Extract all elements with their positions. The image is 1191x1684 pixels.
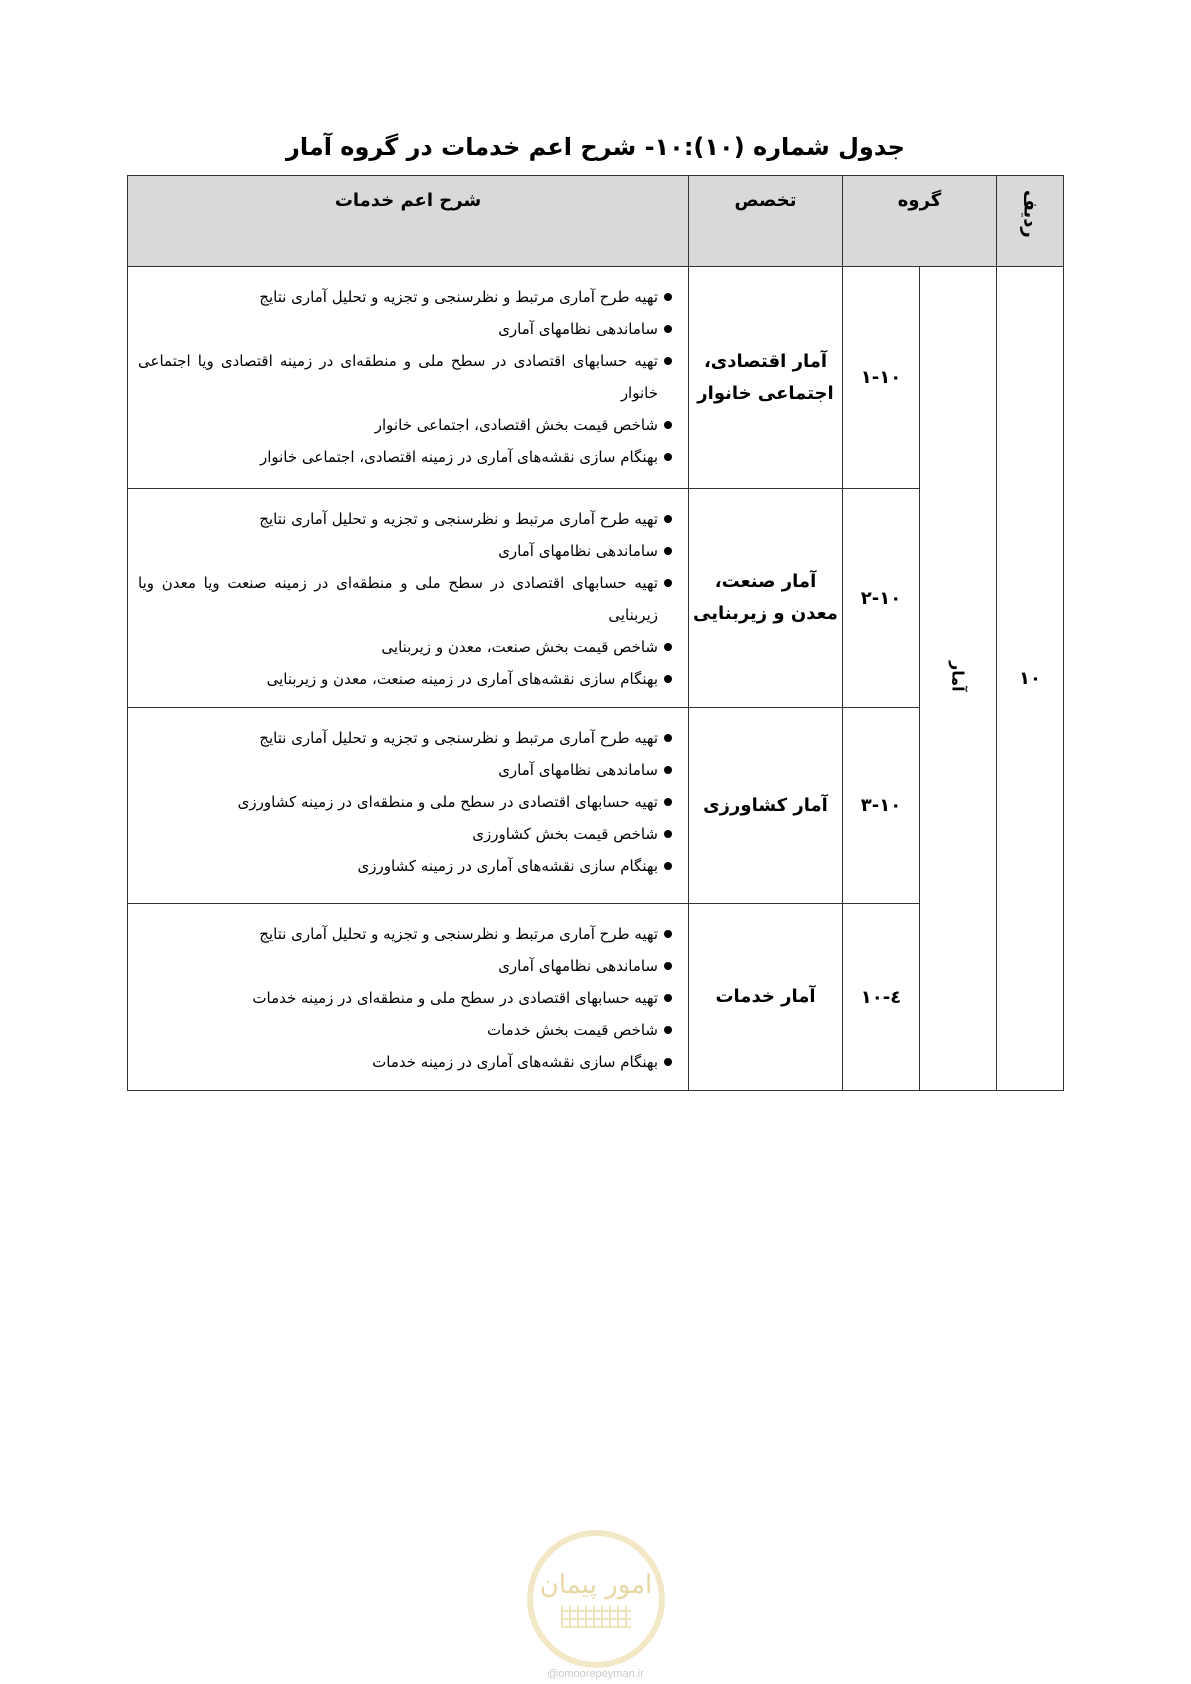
list-item: تهیه حسابهای اقتصادی در سطح ملی و منطقه‌ای در زمینه صنعت ویا معدن ویا زیربنایی	[138, 567, 674, 631]
list-item: تهیه طرح آماری مرتبط و نظرسنجی و تجزیه و تحلیل آماری نتایج	[138, 918, 674, 950]
page-title: جدول شماره (۱۰):۱۰- شرح اعم خدمات در گروه آمار	[286, 133, 905, 161]
list-item: بهنگام سازی نقشه‌های آماری در زمینه صنعت، معدن و زیربنایی	[138, 663, 674, 695]
specialty-code: ۱-۱۰	[843, 267, 920, 489]
header-specialty: تخصص	[689, 176, 843, 267]
list-item: بهنگام سازی نقشه‌های آماری در زمینه اقتصادی، اجتماعی خانوار	[138, 441, 674, 473]
list-item: تهیه حسابهای اقتصادی در سطح ملی و منطقه‌ای در زمینه کشاورزی	[138, 786, 674, 818]
list-item: شاخص قیمت بخش کشاورزی	[138, 818, 674, 850]
list-item: تهیه طرح آماری مرتبط و نظرسنجی و تجزیه و تحلیل آماری نتایج	[138, 281, 674, 313]
list-item: ساماندهی نظامهای آماری	[138, 535, 674, 567]
header-group: گروه	[843, 176, 997, 267]
specialty-name: آمار خدمات	[689, 904, 843, 1091]
list-item: ساماندهی نظامهای آماری	[138, 313, 674, 345]
specialty-code: ٤-۱۰	[843, 904, 920, 1091]
list-item: تهیه طرح آماری مرتبط و نظرسنجی و تجزیه و تحلیل آماری نتایج	[138, 722, 674, 754]
list-item: تهیه طرح آماری مرتبط و نظرسنجی و تجزیه و تحلیل آماری نتایج	[138, 503, 674, 535]
service-description	[128, 904, 689, 1091]
group-name: آمار	[920, 267, 997, 1091]
list-item: تهیه حسابهای اقتصادی در سطح ملی و منطقه‌ای در زمینه اقتصادی ویا اجتماعی خانوار	[138, 345, 674, 409]
list-item: شاخص قیمت بخش صنعت، معدن و زیربنایی	[138, 631, 674, 663]
list-item: ساماندهی نظامهای آماری	[138, 950, 674, 982]
list-item: تهیه حسابهای اقتصادی در سطح ملی و منطقه‌ای در زمینه خدمات	[138, 982, 674, 1014]
watermark-handle: @omoorepeyman.ir	[547, 1668, 644, 1680]
services-table	[127, 175, 1064, 1091]
specialty-name: آمار صنعت، معدن و زیربنایی	[689, 489, 843, 708]
table-row	[128, 267, 1064, 489]
specialty-name: آمار کشاورزی	[689, 708, 843, 904]
watermark-logo-text: امور پیمان	[539, 1570, 653, 1600]
header-description: شرح اعم خدمات	[128, 176, 689, 267]
list-item: شاخص قیمت بخش خدمات	[138, 1014, 674, 1046]
watermark-logo	[527, 1530, 665, 1668]
list-item: شاخص قیمت بخش اقتصادی، اجتماعی خانوار	[138, 409, 674, 441]
list-item: ساماندهی نظامهای آماری	[138, 754, 674, 786]
table-header-row	[128, 176, 1064, 267]
header-radif: ردیف	[997, 176, 1064, 267]
service-description	[128, 267, 689, 489]
service-description	[128, 489, 689, 708]
watermark-grid-icon	[561, 1606, 631, 1628]
specialty-name: آمار اقتصادی، اجتماعی خانوار	[689, 267, 843, 489]
row-number: ۱۰	[997, 267, 1064, 1091]
specialty-code: ۳-۱۰	[843, 708, 920, 904]
list-item: بهنگام سازی نقشه‌های آماری در زمینه خدمات	[138, 1046, 674, 1078]
specialty-code: ۲-۱۰	[843, 489, 920, 708]
list-item: بهنگام سازی نقشه‌های آماری در زمینه کشاورزی	[138, 850, 674, 882]
service-description	[128, 708, 689, 904]
